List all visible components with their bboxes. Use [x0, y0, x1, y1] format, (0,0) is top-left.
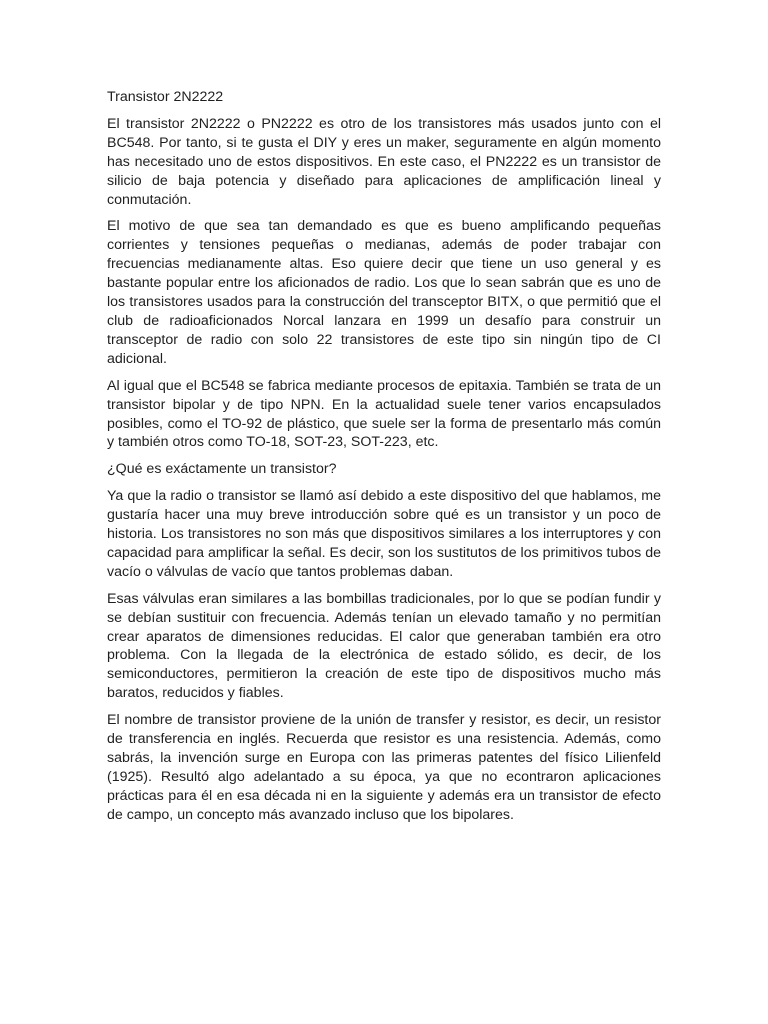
paragraph-epitaxy: Al igual que el BC548 se fabrica mediante procesos de epitaxia. También se trata de un transistor bipolar y de tipo NPN. En la actualidad suele tener varios encapsulados posibles, como el TO-92 de plástico, que suele ser la forma de presentarlo más común y también otros como TO-18, SOT-23, SOT-223, etc.	[107, 377, 661, 451]
paragraph-intro: El transistor 2N2222 o PN2222 es otro de los transistores más usados junto con el BC548. Por tanto, si te gusta el DIY y eres un maker, seguramente en algún momento has necesitado uno de estos dispositivos. En este caso, el PN2222 es un transistor de silicio de baja potencia y diseñado para aplicaciones de amplificación lineal y conmutación.	[107, 115, 661, 208]
section-subtitle: ¿Qué es exáctamente un transistor?	[107, 461, 337, 478]
paragraph-valves: Esas válvulas eran similares a las bombillas tradicionales, por lo que se podían fundir y se debían sustituir con frecuencia. Además tenían un elevado tamaño y no permitían crear aparatos de dimensiones reducidas. El calor que generaban también era otro problema. Con la llegada de la electrónica de estado sólido, es decir, de los semiconductores, permitieron la creación de este tipo de dispositivos mucho más baratos, reducidos y fiables.	[107, 590, 661, 702]
paragraph-demand: El motivo de que sea tan demandado es que es bueno amplificando pequeñas corrientes y tensiones pequeñas o medianas, además de poder trabajar con frecuencias medianamente altas. Eso quiere decir que tiene un uso general y es bastante popular entre los aficionados de radio. Los que lo sean sabrán que es uno de los transistores usados para la construcción del transceptor BITX, o que permitió que el club de radioaficionados Norcal lanzara en 1999 un desafío para construir un transceptor de radio con solo 22 transistores de este tipo sin ningún tipo de CI adicional.	[107, 218, 661, 367]
document-page	[107, 88, 661, 833]
paragraph-what-is: Ya que la radio o transistor se llamó así debido a este dispositivo del que hablamos, me gustaría hacer una muy breve introducción sobre qué es un transistor y un poco de historia. Los transistores no son más que dispositivos similares a los interruptores y con capacidad para amplificar la señal. Es decir, son los sustitutos de los primitivos tubos de vacío o válvulas de vacío que tantos problemas daban.	[107, 488, 661, 580]
document-title: Transistor 2N2222	[107, 89, 224, 105]
paragraph-name-origin: El nombre de transistor proviene de la unión de transfer y resistor, es decir, un resistor de transferencia en inglés. Recuerda que resistor es una resistencia. Además, como sabrás, la invención surge en Europa con las primeras patentes del físico Lilienfeld (1925). Resultó algo adelantado a su época, ya que no econtraron aplicaciones prácticas para él en esa década ni en la siguiente y además era un transistor de efecto de campo, un concepto más avanzado incluso que los bipolares.	[107, 712, 661, 823]
